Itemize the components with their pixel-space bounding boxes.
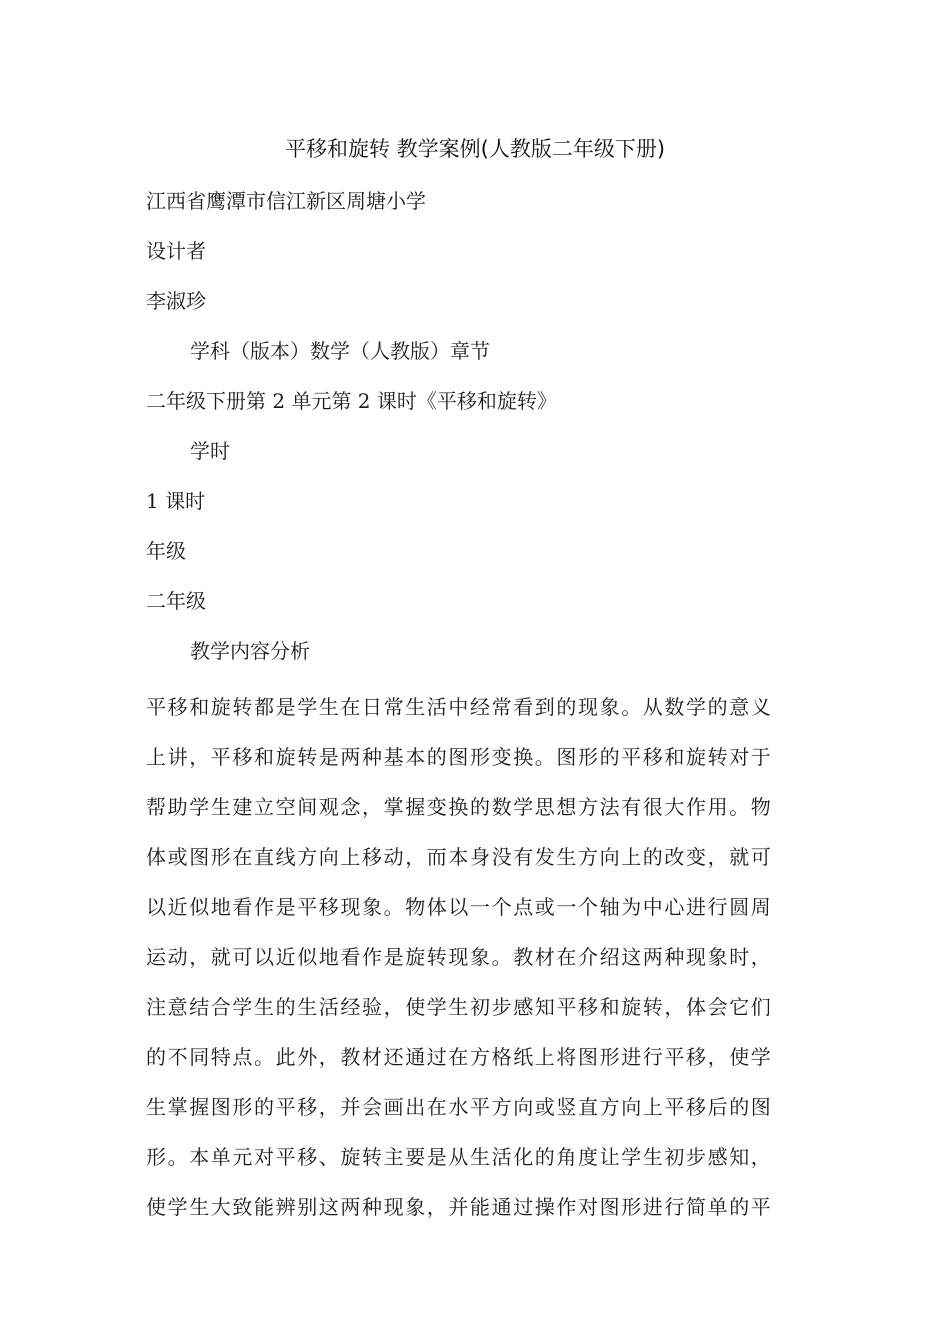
paragraph-line: 运动，就可以近似地看作是旋转现象。教材在介绍这两种现象时， <box>146 945 773 969</box>
paragraph-line: 形。本单元对平移、旋转主要是从生活化的角度让学生初步感知， <box>146 1145 773 1169</box>
chapter-line: 二年级下册第 2 单元第 2 课时《平移和旋转》 <box>146 389 557 413</box>
document-title: 平移和旋转 教学案例(人教版二年级下册) <box>284 137 666 161</box>
paragraph-line: 生掌握图形的平移，并会画出在水平方向或竖直方向上平移后的图 <box>146 1095 773 1119</box>
designer-label: 设计者 <box>146 239 206 263</box>
grade-label: 年级 <box>146 539 186 563</box>
paragraph-line: 上讲，平移和旋转是两种基本的图形变换。图形的平移和旋转对于 <box>146 745 773 769</box>
paragraph-line: 使学生大致能辨别这两种现象，并能通过操作对图形进行简单的平 <box>146 1195 773 1219</box>
analysis-paragraph <box>146 682 806 1232</box>
hours-value: 1 课时 <box>146 489 206 513</box>
paragraph-line: 体或图形在直线方向上移动，而本身没有发生方向上的改变，就可 <box>146 845 773 869</box>
grade-value: 二年级 <box>146 589 206 613</box>
school-name: 江西省鹰潭市信江新区周塘小学 <box>146 189 426 213</box>
designer-name: 李淑珍 <box>146 289 206 313</box>
paragraph-line: 的不同特点。此外，教材还通过在方格纸上将图形进行平移，使学 <box>146 1045 773 1069</box>
hours-label: 学时 <box>190 439 230 463</box>
paragraph-line: 以近似地看作是平移现象。物体以一个点或一个轴为中心进行圆周 <box>146 895 773 919</box>
analysis-heading: 教学内容分析 <box>190 639 310 663</box>
subject-line: 学科（版本）数学（人教版）章节 <box>190 339 490 363</box>
paragraph-line: 帮助学生建立空间观念，掌握变换的数学思想方法有很大作用。物 <box>146 795 773 819</box>
paragraph-line: 注意结合学生的生活经验，使学生初步感知平移和旋转，体会它们 <box>146 995 773 1019</box>
paragraph-line: 平移和旋转都是学生在日常生活中经常看到的现象。从数学的意义 <box>146 695 773 719</box>
